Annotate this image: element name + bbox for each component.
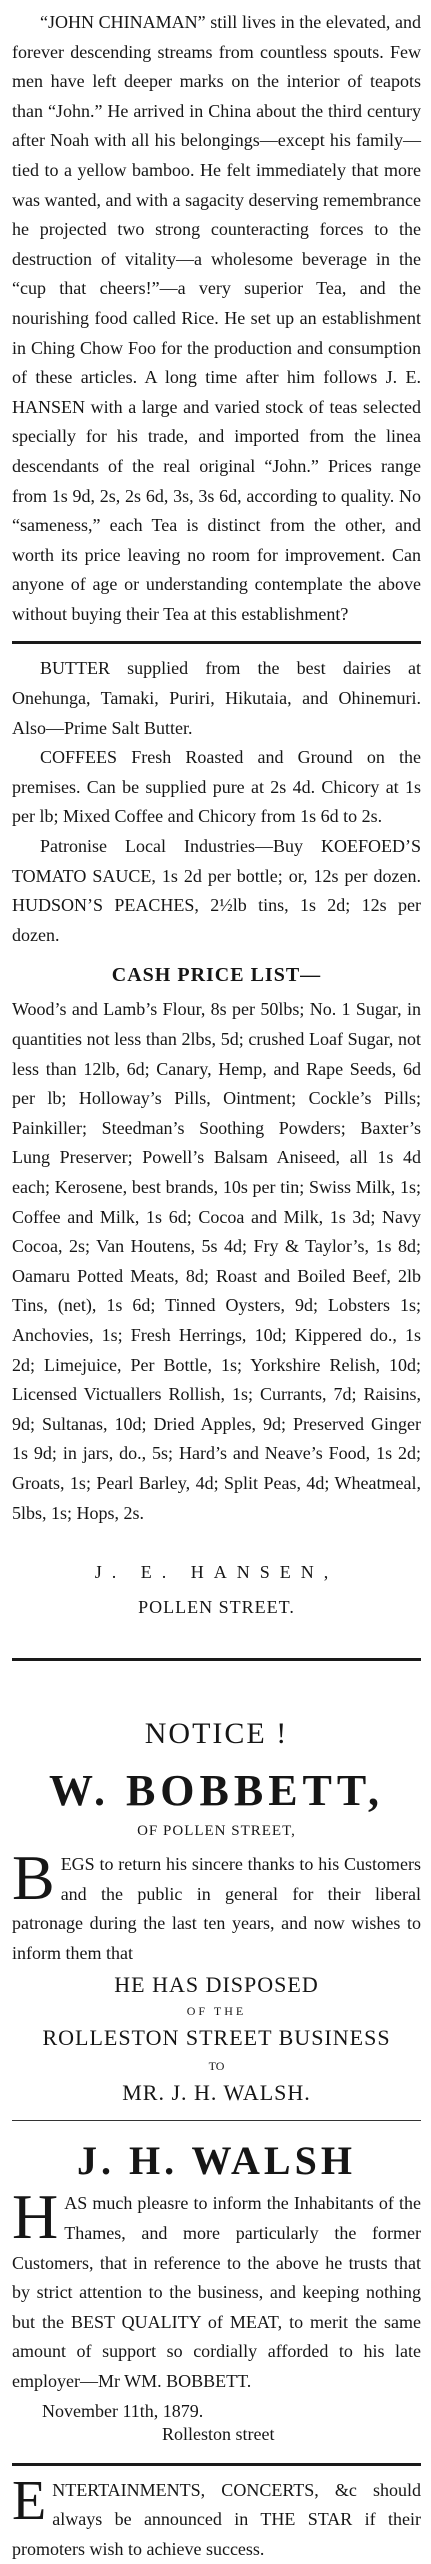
disposed-heading: HE HAS DISPOSED (114, 1972, 319, 1998)
bobbett-notice (12, 1717, 421, 2106)
walsh-date: November 11th, 1879. (42, 2400, 204, 2421)
bobbett-name: W. BOBBETT, (48, 1766, 384, 1816)
bobbett-body (12, 1842, 421, 1968)
cash-price-list: Wood’s and Lamb’s Flour, 8s per 50lbs; No. 1 Sugar, in quantities not less than 2lbs, 5d; crushed Loaf Sugar, not less than 12lb, 6d; Canary, Hemp, and Rape Seeds, 6d per lb; Holloway’s Pills, Ointment; Cockle’s Pills; Painkiller; Steedman’s Soothing Powders; Baxter’s Lung Preserver; Powell’s Balsam Aniseed, all 1s 4d each; Kerosene, best brands, 10s per tin; Swiss Milk, 1s; Coffee and Milk, 1s 6d; Cocoa and Milk, 1s 3d; Navy Cocoa, 2s; Van Houtens, 5s 4d; Fry & Taylor’s, 1s 8d; Oamaru Potted Meats, 8d; Roast and Boiled Beef, 2lb Tins, (net), 1s 6d; Tinned Oysters, 9d; Lobsters 1s; Anchovies, 1s; Fresh Herrings, 10d; Kippered do., 1s 2d; Limejuice, Per Bottle, 1s; Yorkshire Relish, 10d; Licensed Victuallers Rollish, 1s; Currants, 7d; Raisins, 9d; Sultanas, 10d; Dried Apples, 9d; Preserved Ginger 1s 9d; in jars, do., 5s; Hard’s and Neave’s Food, 1s 2d; Groats, 1s; Pearl Barley, 4d; Split Peas, 4d; Wheatmeal, 5lbs, 1s; Hops, 2s. (12, 999, 421, 1523)
entertainments-advertisement (12, 2469, 421, 2564)
section-divider (12, 641, 421, 644)
section-divider (12, 1658, 421, 1661)
walsh-body (12, 2181, 421, 2396)
to-label: TO (208, 2059, 225, 2074)
of-the-label: OF THE (186, 2004, 247, 2019)
walsh-name: J. H. WALSH (77, 2138, 356, 2184)
cash-price-list-heading: CASH PRICE LIST— (111, 964, 322, 987)
entertainments-body (12, 2469, 421, 2564)
drop-cap-letter: B (12, 1842, 55, 1914)
bobbett-body-text: EGS to return his sincere thanks to his Customers and the public in general for their liberal patronage during the last ten years, and now wishes to inform them that (12, 1854, 421, 1963)
business-heading: ROLLESTON STREET BUSINESS (42, 2025, 391, 2051)
advertiser-street: POLLEN STREET. (138, 1597, 295, 1618)
butter-paragraph: BUTTER supplied from the best dairies at Onehunga, Tamaki, Puriri, Hikutaia, and Ohinemuri. Also—Prime Salt Butter. (12, 658, 421, 738)
drop-cap-letter: H (12, 2181, 59, 2253)
drop-cap-letter: E (12, 2469, 47, 2532)
section-divider (12, 2120, 421, 2121)
walsh-body-text: AS much pleasre to inform the Inhabitants of the Thames, and more particularly the former Customers, that in reference to the above he trusts that by strict attention to the business, and keeping nothing but the BEST QUALITY of MEAT, to merit the same amount of support so cordially afforded to his late employer—Mr WM. BOBBETT. (12, 2193, 421, 2392)
tea-ad-text: “JOHN CHINAMAN” still lives in the elevated, and forever descending streams from countless spouts. Few men have left deeper marks on the interior of teapots than “John.” He arrived in China about the third century after Noah with all his belongings—except his family—tied to a yellow bamboo. He felt immediately that more was wanted, and with a sagacity deserving remembrance he projected two strong counteracting forces to the destruction of vitality—a wholesome beverage in the “cup that cheers!”—a very superior Tea, and the nourishing food called Rice. He set up an establishment in Ching Chow Foo for the production and consumption of these articles. A long time after him follows J. E. HANSEN with a large and varied stock of teas selected specially for his trade, and imported from the linea descendants of the real original “John.” Prices range from 1s 9d, 2s, 2s 6d, 3s, 3s 6d, according to quality. No “sameness,” each Tea is distinct from the other, and worth its price leaving no room for improvement. Can anyone of age or understanding contemplate the above without buying their Tea at this establishment? (12, 12, 421, 624)
patronise-paragraph: Patronise Local Industries—Buy KOEFOED’S TOMATO SAUCE, 1s 2d per bottle; or, 12s per dozen. HUDSON’S PEACHES, 2½lb tins, 1s 2d; 12s per dozen. (12, 836, 421, 945)
notice-heading: NOTICE ! (144, 1717, 289, 1751)
tea-advertisement (12, 8, 421, 629)
entertainments-body-text: NTERTAINMENTS, CONCERTS, &c should always be announced in THE STAR if their promoters wish to achieve success. (12, 2479, 421, 2559)
bobbett-street: OF POLLEN STREET, (137, 1823, 296, 1840)
advertiser-signature: J. E. HANSEN, (94, 1562, 339, 1583)
walsh-advertisement (12, 2137, 421, 2444)
section-divider (12, 2463, 421, 2466)
coffees-paragraph: COFFEES Fresh Roasted and Ground on the premises. Can be supplied pure at 2s 4d. Chicory at 1s per lb; Mixed Coffee and Chicory from 1s 6d to 2s. (12, 747, 421, 827)
grocer-advertisement (12, 654, 421, 1618)
walsh-street: Rolleston street (162, 2423, 275, 2444)
successor-name: MR. J. H. WALSH. (122, 2080, 311, 2106)
